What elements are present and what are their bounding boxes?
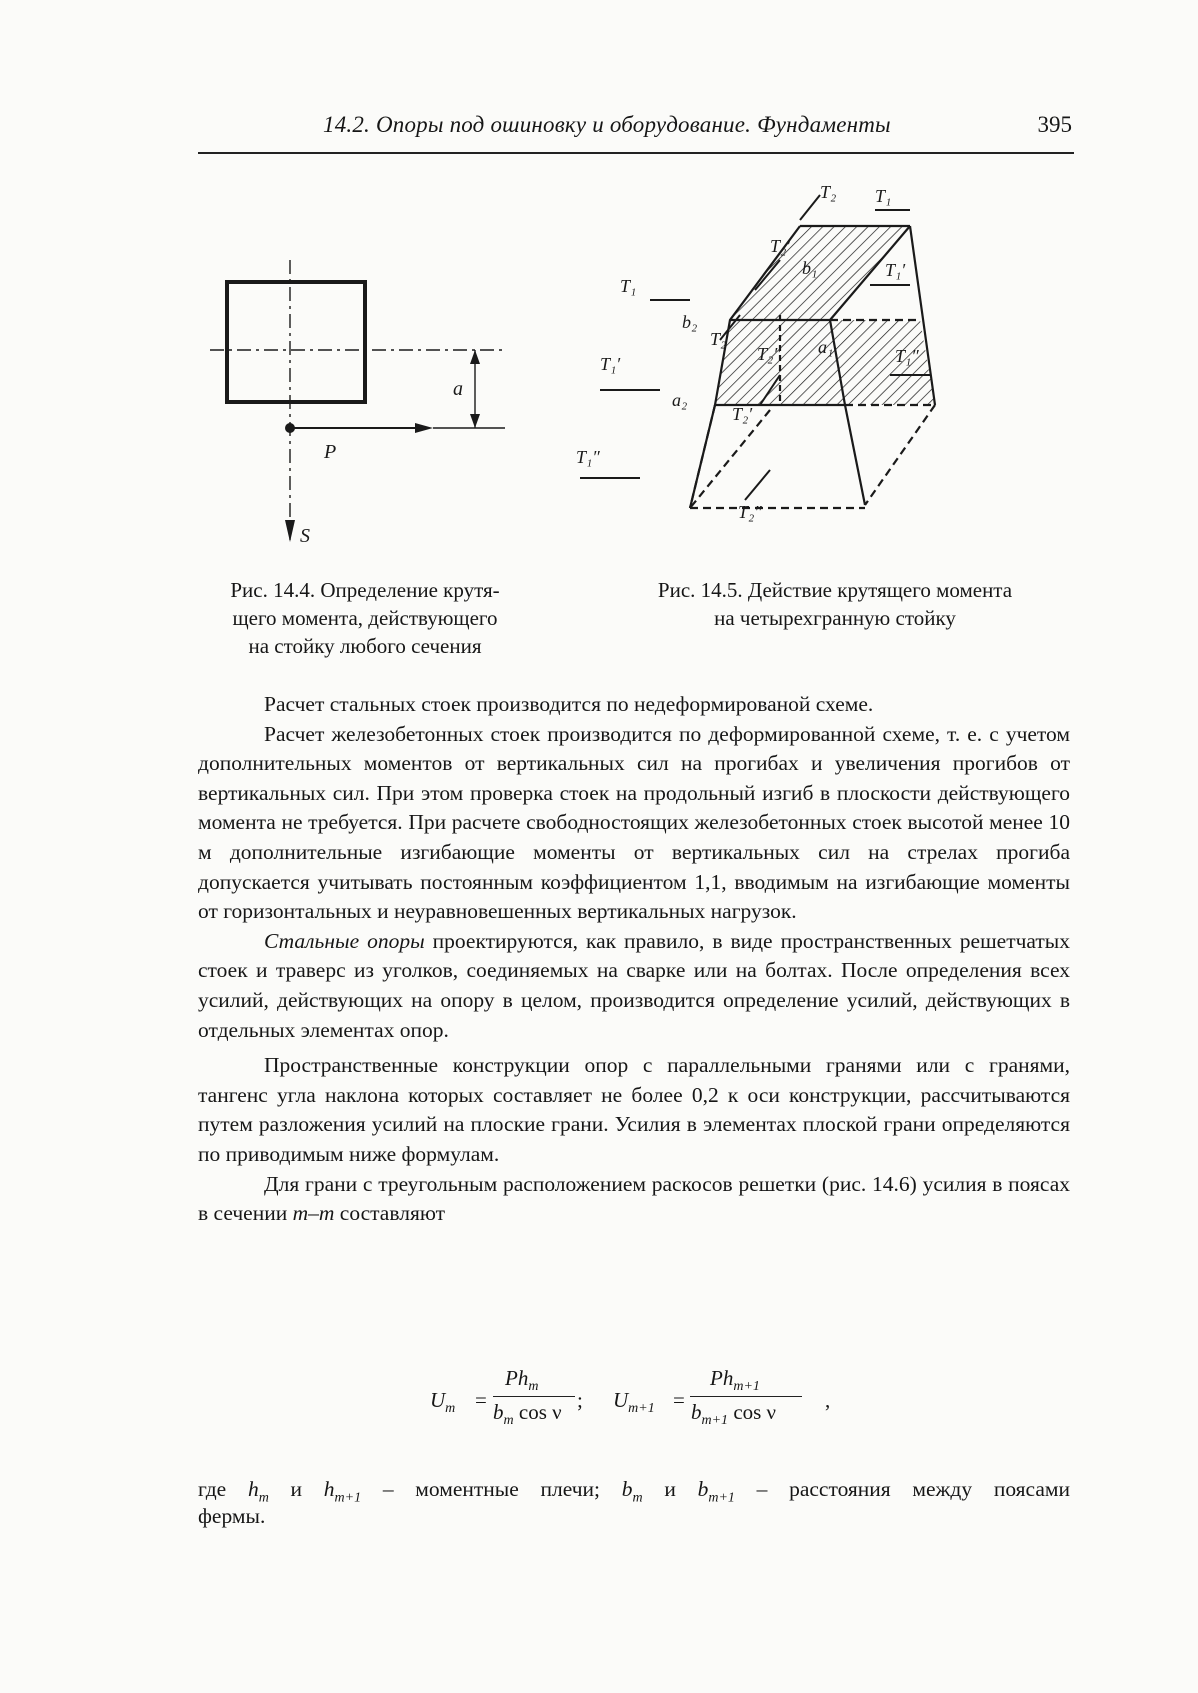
tail-sub: m	[632, 1490, 643, 1506]
formula-u: U	[430, 1388, 446, 1412]
label-t1-left: T₁	[620, 276, 637, 296]
u-m1-symbol	[613, 1388, 655, 1417]
hatched-face-upper	[730, 226, 910, 320]
tail-sub: m+1	[708, 1490, 735, 1506]
tail-word: и	[664, 1477, 676, 1501]
label-t1-prime-left: T₁′	[600, 354, 621, 374]
tail-b: b	[621, 1477, 633, 1501]
label-b1: b₁	[802, 258, 818, 278]
figure-14-5	[576, 180, 1020, 560]
page-header	[198, 108, 1074, 154]
label-t2-prime-upper: T₂′	[770, 236, 791, 256]
equals-sign-2: =	[673, 1388, 685, 1412]
caption-line: на четырехгранную стойку	[714, 606, 956, 630]
fraction-line-1	[493, 1396, 575, 1397]
label-t2-top: T₂	[820, 182, 837, 202]
where-line-2: фермы.	[198, 1504, 266, 1528]
tail-b: b	[697, 1477, 709, 1501]
caption-line: на стойку любого сечения	[248, 634, 482, 658]
s-arrowhead	[285, 520, 295, 542]
tail-h: h	[247, 1477, 259, 1501]
tail-sub: m	[258, 1490, 269, 1506]
paragraph-5	[198, 1170, 1070, 1229]
label-b2: b₂	[682, 312, 698, 332]
fraction-line-2	[690, 1396, 802, 1397]
figure-14-5-caption	[600, 576, 1070, 632]
paragraph-3	[198, 927, 1070, 1045]
label-t2-prime-lower: T₂′	[732, 404, 753, 424]
label-p: P	[324, 441, 337, 463]
formula-b: b	[691, 1400, 702, 1424]
formula-sub: m+1	[628, 1401, 655, 1417]
label-t1-dprime-right: T₁″	[895, 346, 919, 366]
b-m	[621, 1477, 643, 1506]
paragraph-5-text-b: составляют	[334, 1201, 446, 1226]
label-a2: a₂	[672, 390, 688, 410]
formula-sub: m	[503, 1413, 514, 1429]
tail-word: и	[290, 1477, 303, 1501]
tail-sub: m+1	[334, 1490, 362, 1506]
label-t1-dprime-left: T₁″	[576, 447, 600, 467]
label-a: a	[453, 378, 463, 400]
formula-cos: cos ν	[518, 1400, 562, 1424]
formula-ph: Ph	[710, 1366, 734, 1390]
arrow-t2-dprime-bottom	[745, 470, 770, 500]
u-m-symbol	[430, 1388, 455, 1417]
paragraph-5-emphasis: m–m	[292, 1201, 335, 1226]
running-title: 14.2. Опоры под ошиновку и оборудование. Фундаменты	[323, 112, 891, 137]
trailing-comma: ,	[825, 1388, 831, 1412]
label-t2-dprime-bottom: T₂″	[738, 502, 762, 522]
arrow-t2-top	[800, 195, 820, 220]
formula-sub: m	[528, 1379, 539, 1395]
paragraph-3-emphasis: Стальные опоры	[264, 928, 425, 953]
paragraph-4: Пространственные конструкции опор с параллельными гранями или с гранями, тангенс угла наклона которых составляет не более 0,2 к оси конструкции, рассчитываются путем разложения усилий на плоские грани. Усилия в элементах плоской грани определяются по приводимым ниже формулам.	[198, 1053, 1070, 1166]
paragraph-1: Расчет стальных стоек производится по недеформированой схеме.	[264, 692, 874, 716]
figure-14-4	[205, 250, 525, 550]
equals-sign: =	[475, 1388, 487, 1412]
paragraph-3-text: проектируются, как правило, в виде пространственных решетчатых стоек и траверс из уголков, соединяемых на сварке или на болтах. После определения всех усилий, действующих на опору в целом, производится определение усилий, действующих в отдельных элементах опор.	[198, 928, 1070, 1042]
caption-line: Рис. 14.4. Определение крутя-	[230, 578, 500, 602]
denominator-1	[493, 1400, 562, 1429]
label-s: S	[300, 525, 310, 547]
formula-b: b	[493, 1400, 504, 1424]
section-square	[227, 282, 365, 402]
label-a1: a₁	[818, 337, 834, 357]
page-number: 395	[1037, 112, 1072, 137]
caption-line: Рис. 14.5. Действие крутящего момента	[657, 578, 1013, 602]
formula-sub: m+1	[733, 1379, 760, 1395]
formula-sub: m+1	[701, 1413, 729, 1429]
label-t2-dprime-mid: T₂″	[757, 344, 781, 364]
load-point	[286, 424, 295, 433]
label-t2-mid: T₂	[710, 329, 727, 349]
caption-line: щего момента, действующего	[232, 606, 498, 630]
p-arrowhead	[415, 423, 433, 433]
figure-14-4-caption	[190, 576, 540, 660]
numerator-1	[505, 1366, 538, 1395]
denominator-2	[691, 1400, 776, 1429]
label-t1-top: T₁	[875, 186, 892, 206]
paragraph-5-text-a: Для грани с треугольным расположением раскосов решетки (рис. 14.6) усилия в поясах в сечении	[198, 1171, 1070, 1226]
dimension-arrow-top	[470, 350, 480, 364]
tail-word: – расстояния между поясами	[756, 1477, 1071, 1501]
formula-sub: m	[445, 1401, 456, 1417]
formula-cos: cos ν	[733, 1400, 777, 1424]
paragraph-2: Расчет железобетонных стоек производится по деформированной схеме, т. е. с учетом дополнительных моментов от вертикальных сил на прогибах и увеличения прогибов от вертикальных сил. При этом проверка стоек на продольный изгиб в плоскости действующего момента не требуется. При расчете свободностоящих железобетонных стоек высотой менее 10 м дополнительные изгибающие моменты от вертикальных сил на стрелах прогиба допускается учитывать постоянным коэффициентом 1,1, вводимым на изгибающие моменты от горизонтальных и неуравновешенных вертикальных нагрузок.	[198, 721, 1070, 924]
back-leg	[865, 405, 935, 505]
front-leg	[845, 405, 865, 505]
dimension-arrow-bottom	[470, 414, 480, 428]
hatched-face-right	[830, 320, 935, 405]
formula-ph: Ph	[505, 1366, 529, 1390]
body-text	[198, 690, 1070, 1229]
formula	[425, 1358, 865, 1432]
where-line	[198, 1474, 1070, 1513]
h-m	[247, 1477, 269, 1506]
numerator-2	[710, 1366, 760, 1395]
tail-h: h	[323, 1477, 335, 1501]
formula-u: U	[613, 1388, 629, 1412]
b-m1	[697, 1477, 735, 1506]
semicolon: ;	[577, 1388, 583, 1412]
tail-word: – моментные плечи;	[382, 1477, 601, 1501]
tail-word: где	[198, 1477, 227, 1501]
label-t1-prime-right: T₁′	[885, 260, 906, 280]
h-m1	[323, 1477, 362, 1506]
